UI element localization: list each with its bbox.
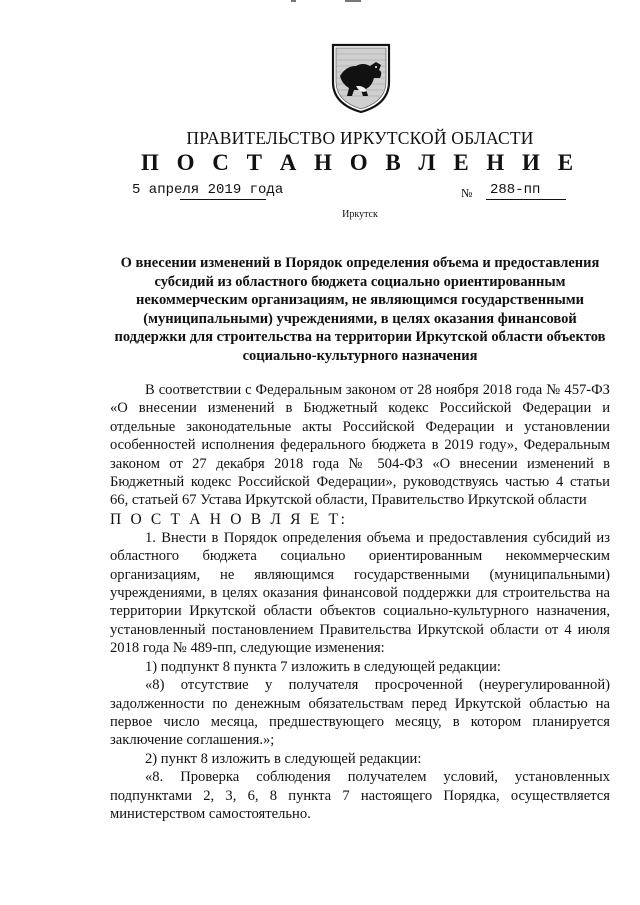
scan-mark — [291, 0, 296, 2]
resolves-heading: П О С Т А Н О В Л Я Е Т: — [110, 510, 348, 528]
number-sign: № — [461, 186, 473, 200]
document-date — [132, 182, 283, 198]
paragraph-3: «8) отсутствие у получателя просроченной (неурегулированной) задолженности по денежным обязательствам перед Иркутской областью на первое число месяца, предшествующего месяцу, в котором планируется заключение соглашения.»; — [110, 677, 610, 749]
document-body — [110, 381, 610, 823]
paragraph-4: 2) пункт 8 изложить в следующей редакции: — [145, 750, 422, 767]
paragraph-5: «8. Проверка соблюдения получателем условий, установленных подпунктами 2, 3, 6, 8 пункта 7 настоящего Порядка, осуществляется министерством самостоятельно. — [110, 769, 610, 822]
preamble-paragraph: В соответствии с Федеральным законом от 28 ноября 2018 года № 457-ФЗ «О внесении изменений в Бюджетный кодекс Российской Федерации и отдельные законодательные акты Российской Федерации и установлении особенностей исполнения федерального бюджета в 2019 году», Федеральным законом от 27 декабря 2018 года № 504-ФЗ «О внесении изменений в Бюджетный кодекс Российской Федерации», руководствуясь частью 4 статьи 66, статьей 67 Устава Иркутской области, Правительство Иркутской области — [110, 382, 610, 509]
number-underline — [486, 199, 566, 200]
document-date-text: 5 апреля 2019 года — [132, 182, 284, 198]
document-title: О внесении изменений в Порядок определения объема и предоставления субсидий из областного бюджета социально ориентированным некоммерческим организациям, не являющимся государственными (муниципальными) учреждениями, в целях оказания финансовой поддержки для строительства на территории Иркутской области объектов социально-культурного назначения — [114, 255, 606, 364]
government-name: ПРАВИТЕЛЬСТВО ИРКУТСКОЙ ОБЛАСТИ — [186, 128, 534, 148]
paragraph-2: 1) подпункт 8 пункта 7 изложить в следующей редакции: — [145, 658, 501, 675]
date-underline — [180, 199, 266, 200]
document-type: П О С Т А Н О В Л Е Н И Е — [140, 150, 580, 175]
document-number: 288-пп — [490, 182, 541, 198]
scan-mark — [345, 0, 361, 2]
irkutsk-coat-of-arms-icon — [330, 42, 392, 114]
city-name: Иркутск — [342, 209, 378, 220]
paragraph-1: 1. Внести в Порядок определения объема и предоставления субсидий из областного бюджета социально ориентированным некоммерческим организациям, не являющимся государственными (муниципальными) учреждениями, в целях оказания финансовой поддержки для строительства на территории Иркутской области объектов социально-культурного назначения, установленный постановлением Правительства Иркутской области от 4 июля 2018 года № 489-пп, следующие изменения: — [110, 529, 610, 657]
